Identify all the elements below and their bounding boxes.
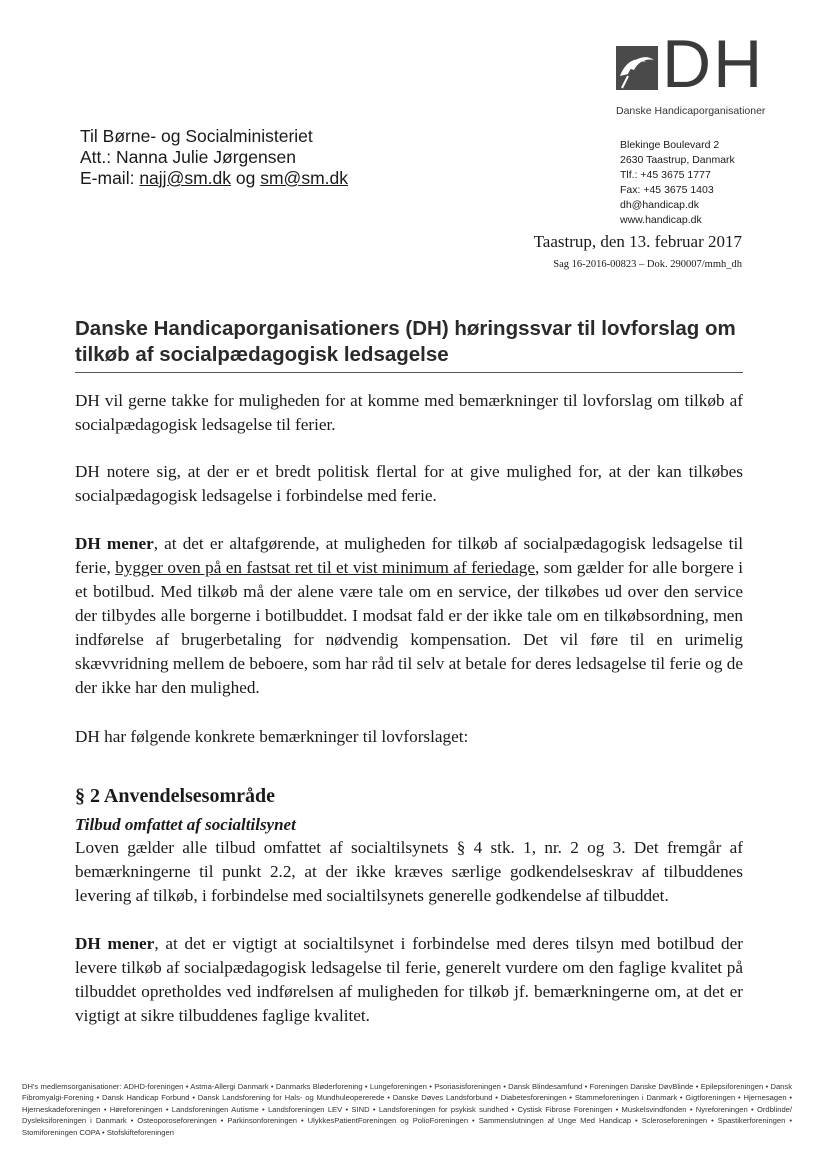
document-title: Danske Handicaporganisationers (DH) høringssvar til lovforslag om tilkøb af socialpædagogisk ledsagelse <box>75 317 736 366</box>
paragraph-3-part-a: , at det er altafgørende, at muligheden for tilkøb af socialpædagogisk ledsagelse til ferie, <box>75 534 743 577</box>
logo-letters: DH <box>662 26 765 102</box>
recipient-block <box>80 126 348 189</box>
paragraph-3-part-b: , som gælder for alle borgere i et botilbud. Med tilkøb må der alene være tale om en service, der tilkøbes ud over den service der tilbydes alle borgerne i botilbuddet. I modsat fald er der ikke tale om en tilkøbsordning, men indførelse af brugerbetaling for nødvendig kompensation. Det vil føre til en urimelig skævvridning mellem de beboere, som har råd til selv at betale for deres ledsagelse til ferie og de der ikke har den mulighed. <box>75 558 743 697</box>
paragraph-2: DH notere sig, at der er et bredt politisk flertal for at give mulighed for, at der kan tilkøbes socialpædagogisk ledsagelse i forbindelse med ferie. <box>75 462 743 505</box>
dh-logo <box>616 26 786 124</box>
paragraph-3-bold: DH mener <box>75 534 154 553</box>
address-street: Blekinge Boulevard 2 <box>620 139 720 151</box>
email-link-2[interactable]: sm@sm.dk <box>260 168 348 188</box>
section-subheading: Tilbud omfattet af socialtilsynet <box>75 815 296 834</box>
section-heading: § 2 Anvendelsesområde <box>75 785 275 807</box>
recipient-email-line <box>80 168 348 189</box>
recipient-line-1: Til Børne- og Socialministeriet <box>80 126 313 146</box>
address-city: 2630 Taastrup, Danmark <box>620 154 735 166</box>
date-line: Taastrup, den 13. februar 2017 <box>533 232 742 251</box>
paragraph-4: DH har følgende konkrete bemærkninger til lovforslaget: <box>75 727 469 746</box>
paragraph-3 <box>75 532 743 700</box>
paragraph-6-rest: , at det er vigtigt at socialtilsynet i forbindelse med deres tilsyn med botilbud der levere tilkøb af socialpædagogisk ledsagelse til ferie, generelt vurdere om den faglige kvalitet på tilbuddet opretholdes ved indførelsen af muligheden for tilkøb jf. bemærkningerne om, at det er vigtigt at sikre tilbuddenes faglige kvalitet. <box>75 934 744 1025</box>
case-reference: Sag 16-2016-00823 – Dok. 290007/mmh_dh <box>553 259 742 270</box>
paragraph-6-bold: DH mener <box>75 934 155 953</box>
address-web[interactable]: www.handicap.dk <box>620 214 702 226</box>
email-link-1[interactable]: najj@sm.dk <box>139 168 232 188</box>
email-label: E-mail: <box>80 168 135 188</box>
recipient-line-2: Att.: Nanna Julie Jørgensen <box>80 147 296 167</box>
paragraph-1: DH vil gerne takke for muligheden for at komme med bemærkninger til lovforslag om tilkøb af socialpædagogisk ledsagelse til ferier. <box>75 391 743 434</box>
paragraph-6 <box>75 932 743 1028</box>
address-phone: Tlf.: +45 3675 1777 <box>620 169 711 181</box>
paragraph-3-underline: bygger oven på en fastsat ret til et vist minimum af feriedage <box>115 558 535 577</box>
paragraph-5: Loven gælder alle tilbud omfattet af socialtilsynets § 4 stk. 1, nr. 2 og 3. Det fremgår af bemærkningerne til punkt 2.2, at der ikke kræves særlige godkendelseskrav af tilbuddenes levering af tilkøb, i forbindelse med socialtilsynets generelle godkendelse af tilbuddet. <box>75 838 743 905</box>
member-organizations-footer: DH's medlemsorganisationer: ADHD-foreningen • Astma-Allergi Danmark • Danmarks Bløderforening • Lungeforeningen • Psoriasisforeningen • Dansk Blindesamfund • Foreningen Danske DøvBlinde • Epilepsiforeningen • Dansk Fibromyalgi-Forening • Dansk Handicap Forbund • Dansk Landsforening for Hals- og Mundhuleopererede • Danske Døves Landsforbund • Diabetesforeningen • Stammeforeningen i Danmark • Gigtforeningen • Hjernesagen • Hjerneskadeforeningen • Høreforeningen • Landsforeningen Autisme • Landsforeningen LEV • SIND • Landsforeningen for psykisk sundhed • Cystisk Fibrose Foreningen • Muskelsvindfonden • Nyreforeningen • Ordblinde/ Dysleksiforeningen i Danmark • Osteoporoseforeningen • Parkinsonforeningen • UlykkesPatientForeningen og PolioForeningen • Sammenslutningen af Unge Med Handicap • Scleroseforeningen • Spastikerforeningen • Stomiforeningen COPA • Stofskifteforeningen <box>22 1082 792 1137</box>
address-email[interactable]: dh@handicap.dk <box>620 199 699 211</box>
sender-address <box>620 138 735 228</box>
address-fax: Fax: +45 3675 1403 <box>620 184 714 196</box>
logo-org-name: Danske Handicaporganisationer <box>616 105 766 117</box>
email-separator: og <box>235 168 256 188</box>
bird-logo-icon <box>616 46 658 90</box>
title-divider <box>75 372 743 373</box>
